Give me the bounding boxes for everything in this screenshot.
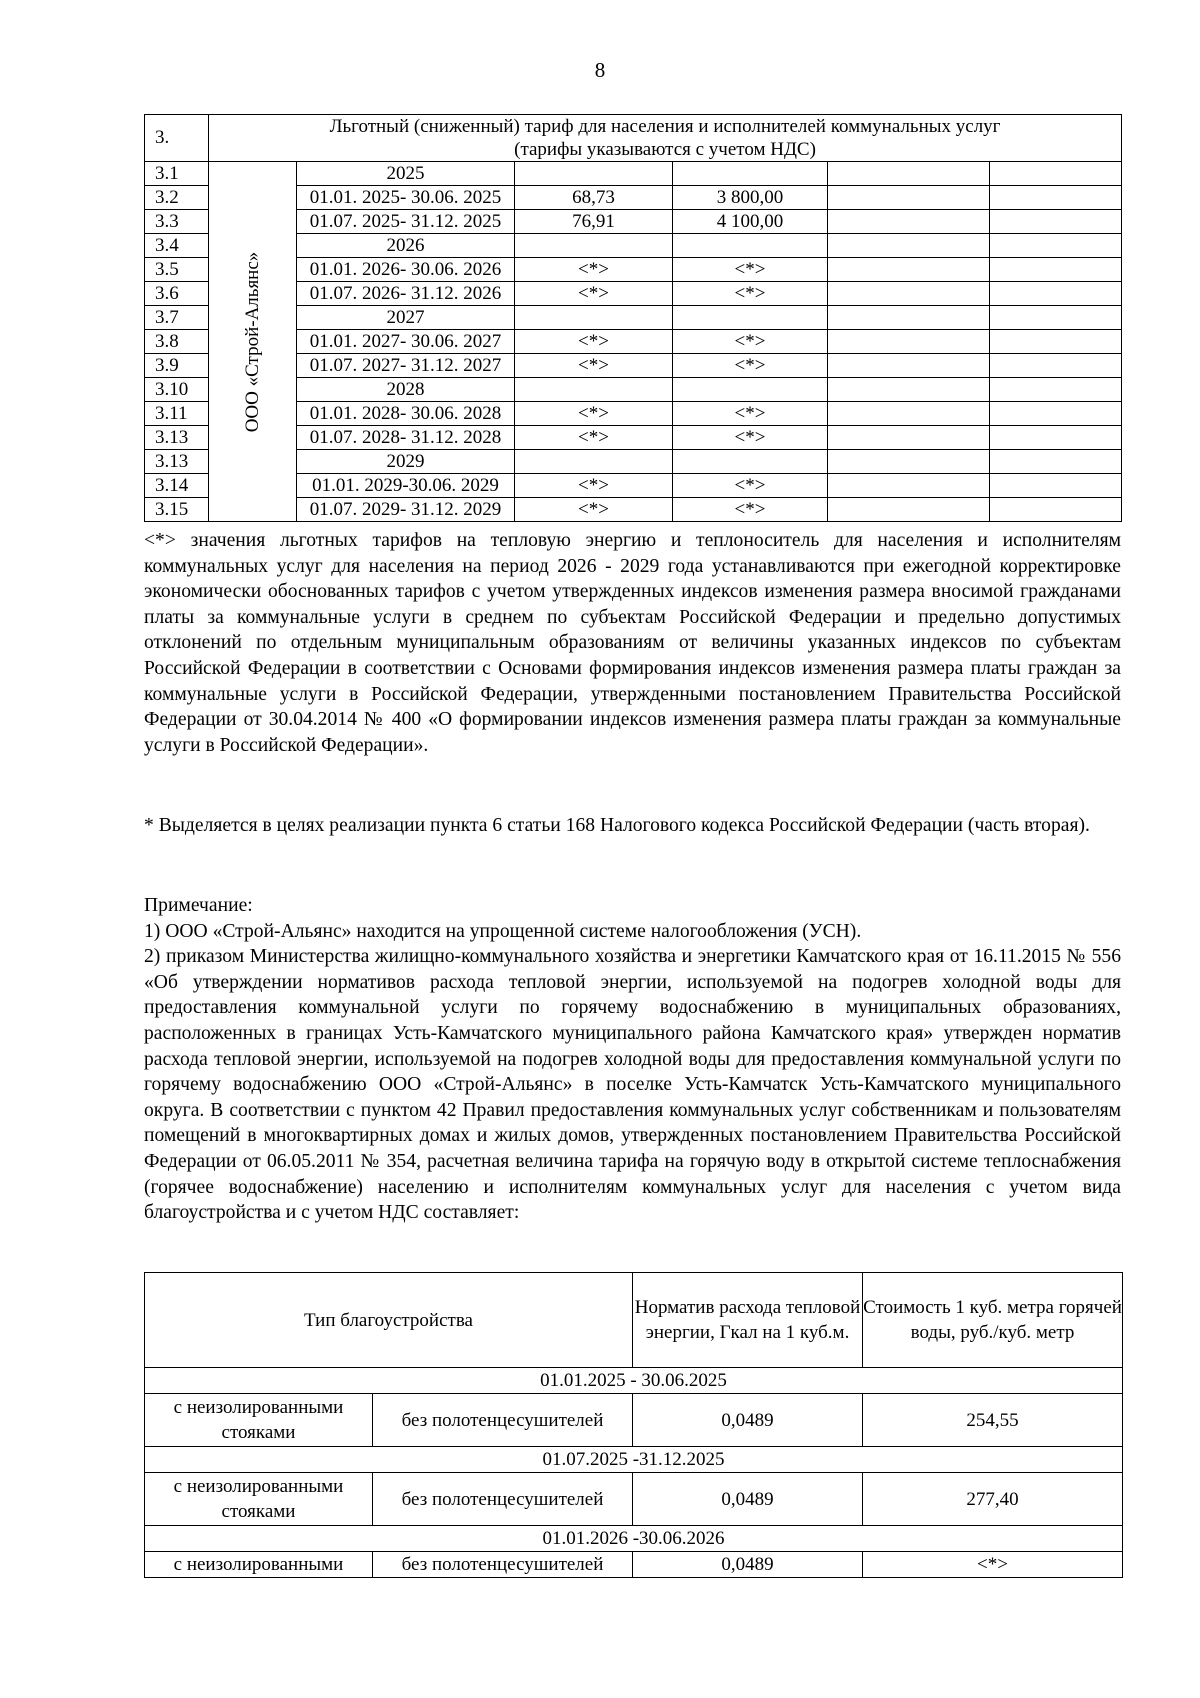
header-cost: Стоимость 1 куб. метра горячей воды, руб./куб. метр	[863, 1273, 1123, 1368]
header-type: Тип благоустройства	[145, 1273, 633, 1368]
empty-cell	[990, 354, 1122, 378]
period-cell: 01.07. 2025- 31.12. 2025	[297, 210, 515, 234]
value-cell	[673, 162, 828, 186]
empty-cell	[828, 474, 990, 498]
period-cell: 2025	[297, 162, 515, 186]
section-title-line1: Льготный (сниженный) тариф для населения и исполнителей коммунальных услуг	[329, 116, 1001, 137]
norm-cell: 0,0489	[633, 1473, 863, 1526]
row-number: 3.10	[145, 378, 209, 402]
value-cell: <*>	[515, 258, 673, 282]
header-norm: Норматив расхода тепловой энергии, Гкал на 1 куб.м.	[633, 1273, 863, 1368]
value-cell: <*>	[673, 426, 828, 450]
empty-cell	[990, 210, 1122, 234]
value-cell: <*>	[515, 354, 673, 378]
period-cell: 2029	[297, 450, 515, 474]
period-cell: 2027	[297, 306, 515, 330]
value-cell	[515, 450, 673, 474]
value-cell: 76,91	[515, 210, 673, 234]
period-cell: 01.01. 2029-30.06. 2029	[297, 474, 515, 498]
row-number: 3.9	[145, 354, 209, 378]
subtype-cell: без полотенцесушителей	[373, 1394, 633, 1447]
hot-water-table	[144, 1272, 1123, 1578]
row-number: 3.1	[145, 162, 209, 186]
empty-cell	[990, 282, 1122, 306]
footnote-nds	[144, 813, 1121, 839]
value-cell: 3 800,00	[673, 186, 828, 210]
period-cell: 01.01. 2026- 30.06. 2026	[297, 258, 515, 282]
period-cell: 01.07. 2026- 31.12. 2026	[297, 282, 515, 306]
period-cell: 01.07. 2028- 31.12. 2028	[297, 426, 515, 450]
value-cell	[673, 450, 828, 474]
table-header-row	[145, 1273, 1123, 1368]
empty-cell	[828, 354, 990, 378]
empty-cell	[828, 426, 990, 450]
row-number: 3.5	[145, 258, 209, 282]
note-item-1: 1) ООО «Строй-Альянс» находится на упрощенной системе налогообложения (УСН).	[144, 920, 862, 942]
period-cell: 01.07. 2027- 31.12. 2027	[297, 354, 515, 378]
period-cell: 01.01. 2027- 30.06. 2027	[297, 330, 515, 354]
period-cell: 01.01. 2025- 30.06. 2025	[297, 186, 515, 210]
subtype-cell: без полотенцесушителей	[373, 1473, 633, 1526]
period-label: 01.01.2025 - 30.06.2025	[145, 1368, 1123, 1394]
period-row	[145, 1526, 1123, 1552]
value-cell: <*>	[515, 282, 673, 306]
empty-cell	[990, 306, 1122, 330]
period-row	[145, 1368, 1123, 1394]
value-cell: <*>	[515, 426, 673, 450]
empty-cell	[990, 450, 1122, 474]
empty-cell	[828, 162, 990, 186]
empty-cell	[828, 498, 990, 522]
value-cell: <*>	[673, 258, 828, 282]
table-row	[145, 115, 1122, 162]
value-cell	[515, 306, 673, 330]
cost-cell: 277,40	[863, 1473, 1123, 1526]
empty-cell	[990, 162, 1122, 186]
value-cell	[515, 162, 673, 186]
row-number: 3.13	[145, 450, 209, 474]
value-cell	[673, 234, 828, 258]
period-row	[145, 1447, 1123, 1473]
cost-cell: <*>	[863, 1552, 1123, 1578]
norm-cell: 0,0489	[633, 1394, 863, 1447]
value-cell	[673, 306, 828, 330]
period-cell: 01.07. 2029- 31.12. 2029	[297, 498, 515, 522]
period-cell: 01.01. 2028- 30.06. 2028	[297, 402, 515, 426]
type-cell: с неизолированными стояками	[145, 1394, 373, 1447]
value-cell: <*>	[673, 402, 828, 426]
table-row	[145, 162, 1122, 186]
value-cell: <*>	[673, 330, 828, 354]
row-number: 3.2	[145, 186, 209, 210]
section-title	[209, 115, 1122, 162]
tariff-table	[144, 114, 1122, 522]
section-number: 3.	[145, 115, 209, 162]
empty-cell	[990, 498, 1122, 522]
empty-cell	[828, 306, 990, 330]
empty-cell	[990, 378, 1122, 402]
value-cell: <*>	[673, 474, 828, 498]
row-number: 3.11	[145, 402, 209, 426]
row-number: 3.6	[145, 282, 209, 306]
organization-cell	[209, 162, 297, 522]
value-cell: <*>	[673, 354, 828, 378]
table-row	[145, 1473, 1123, 1526]
type-cell: с неизолированными	[145, 1552, 373, 1578]
period-label: 01.01.2026 -30.06.2026	[145, 1526, 1123, 1552]
empty-cell	[990, 426, 1122, 450]
empty-cell	[828, 210, 990, 234]
value-cell	[673, 378, 828, 402]
subtype-cell: без полотенцесушителей	[373, 1552, 633, 1578]
value-cell: <*>	[515, 330, 673, 354]
row-number: 3.13	[145, 426, 209, 450]
note-section	[144, 893, 1121, 1226]
organization-name: ООО «Строй-Альянс»	[241, 251, 263, 432]
empty-cell	[828, 234, 990, 258]
footnote-nds-text: * Выделяется в целях реализации пункта 6 статьи 168 Налогового кодекса Российской Федерации (часть вторая).	[144, 815, 1090, 836]
empty-cell	[990, 402, 1122, 426]
row-number: 3.4	[145, 234, 209, 258]
note-item-2: 2) приказом Министерства жилищно-коммунального хозяйства и энергетики Камчатского края от 16.11.2015 № 556 «Об утверждении нормативов расхода тепловой энергии, используемой на подогрев холодной воды для предоставления коммунальной услуги по горячему водоснабжению в муниципальных образованиях, расположенных в границах Усть-Камчатского муниципального района Камчатского края» утвержден норматив расхода тепловой энергии, используемой на подогрев холодной воды для предоставления коммунальной услуги по горячему водоснабжению ООО «Строй-Альянс» в поселке Усть-Камчатск Усть-Камчатского муниципального округа. В соответствии с пунктом 42 Правил предоставления коммунальных услуг собственникам и пользователям помещений в многоквартирных домах и жилых домов, утвержденных постановлением Правительства Российской Федерации от 06.05.2011 № 354, расчетная величина тарифа на горячую воду в открытой системе теплоснабжения (горячее водоснабжение) населению и исполнителям коммунальных услуг для населения с учетом вида благоустройства и с учетом НДС составляет:	[144, 946, 1121, 1224]
empty-cell	[828, 186, 990, 210]
period-cell: 2028	[297, 378, 515, 402]
value-cell: <*>	[515, 402, 673, 426]
value-cell: <*>	[673, 282, 828, 306]
footnote-tariffs	[144, 528, 1121, 758]
value-cell: 4 100,00	[673, 210, 828, 234]
cost-cell: 254,55	[863, 1394, 1123, 1447]
empty-cell	[828, 378, 990, 402]
table-row	[145, 1394, 1123, 1447]
value-cell	[515, 234, 673, 258]
page-number: 8	[594, 58, 606, 82]
period-cell: 2026	[297, 234, 515, 258]
value-cell: <*>	[515, 498, 673, 522]
empty-cell	[990, 234, 1122, 258]
empty-cell	[990, 258, 1122, 282]
empty-cell	[828, 402, 990, 426]
period-label: 01.07.2025 -31.12.2025	[145, 1447, 1123, 1473]
note-heading: Примечание:	[144, 895, 253, 916]
empty-cell	[990, 330, 1122, 354]
empty-cell	[990, 186, 1122, 210]
empty-cell	[990, 474, 1122, 498]
section-title-line2: (тарифы указываются с учетом НДС)	[514, 139, 816, 160]
empty-cell	[828, 330, 990, 354]
row-number: 3.7	[145, 306, 209, 330]
value-cell: <*>	[673, 498, 828, 522]
row-number: 3.8	[145, 330, 209, 354]
footnote-tariffs-text: <*> значения льготных тарифов на тепловую энергию и теплоноситель для населения и исполнителям коммунальных услуг для населения на период 2026 - 2029 года устанавливаются при ежегодной корректировке экономически обоснованных тарифов с учетом утвержденных индексов изменения размера вносимой гражданами платы за коммунальные услуги в среднем по субъектам Российской Федерации и предельно допустимых отклонений по отдельным муниципальным образованиям от величины указанных индексов по субъектам Российской Федерации в соответствии с Основами формирования индексов изменения размера платы граждан за коммунальные услуги в Российской Федерации, утвержденными постановлением Правительства Российской Федерации от 30.04.2014 № 400 «О формировании индексов изменения размера платы граждан за коммунальные услуги в Российской Федерации».	[144, 530, 1121, 756]
value-cell: <*>	[515, 474, 673, 498]
norm-cell: 0,0489	[633, 1552, 863, 1578]
type-cell: с неизолированными стояками	[145, 1473, 373, 1526]
row-number: 3.15	[145, 498, 209, 522]
empty-cell	[828, 450, 990, 474]
empty-cell	[828, 258, 990, 282]
empty-cell	[828, 282, 990, 306]
value-cell	[515, 378, 673, 402]
value-cell: 68,73	[515, 186, 673, 210]
table-row	[145, 1552, 1123, 1578]
row-number: 3.3	[145, 210, 209, 234]
row-number: 3.14	[145, 474, 209, 498]
